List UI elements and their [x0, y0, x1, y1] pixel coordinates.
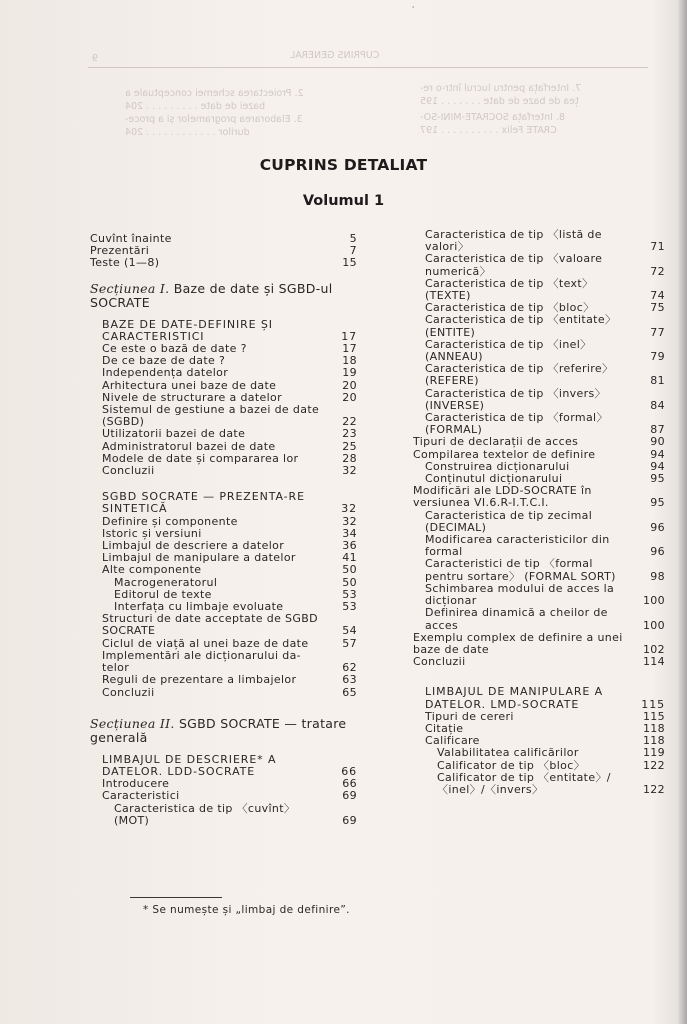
toc-page-number: 20 [342, 378, 357, 392]
toc-page-number: 94 [650, 447, 665, 461]
dot-leader [102, 698, 329, 699]
toc-entry[interactable] [413, 583, 665, 607]
toc-page-number: 15 [342, 256, 357, 270]
toc-entry-title [114, 589, 329, 601]
toc-entry-title [102, 355, 329, 367]
toc-entry-title [102, 465, 329, 477]
toc-left-column [90, 233, 357, 827]
toc-entry[interactable] [413, 485, 665, 509]
toc-entry-title [114, 601, 329, 613]
toc-page-number: 22 [342, 415, 357, 429]
toc-entry-text: Conținutul dicționarului [425, 473, 563, 486]
toc-entry[interactable] [413, 723, 665, 735]
section-title: SGBD SOCRATE — tratare generală [90, 715, 347, 746]
toc-entry[interactable] [90, 380, 357, 392]
chapter-page-number: 115 [641, 697, 665, 711]
toc-entry[interactable] [90, 516, 357, 528]
toc-entry-text: Independența datelor [102, 367, 229, 380]
toc-entry-text: Caracteristica de tip 〈inel〉 (ANNEAU) [425, 338, 592, 364]
toc-entry-text: Concluzii [102, 465, 155, 478]
chapter-title: BAZE DE DATE-DEFINIRE ȘI CARACTERISTICI [102, 318, 273, 343]
chapter-number [90, 491, 102, 503]
toc-entry[interactable] [90, 601, 357, 613]
toc-entry-text: Caracteristica de tip 〈text〉 (TEXTE) [425, 277, 594, 303]
toc-entry-title [425, 607, 637, 631]
toc-entry[interactable] [90, 245, 357, 257]
toc-entry-title [425, 534, 637, 558]
footnote: * Se numește și „limbaj de definire”. [143, 904, 350, 916]
toc-entry-title [102, 528, 329, 540]
toc-entry[interactable] [90, 428, 357, 440]
toc-entry-title [425, 723, 637, 735]
toc-entry-text: Calificator de tip 〈entitate〉/ 〈inel〉/〈invers〉 [437, 771, 611, 796]
toc-page-number: 53 [342, 600, 357, 614]
toc-entry-title [102, 552, 329, 564]
toc-entry[interactable] [90, 465, 357, 477]
toc-entry-text: Tipuri de declarații de acces [413, 436, 579, 449]
toc-entry-text: Sistemul de gestiune a bazei de date (SGBD) [102, 404, 320, 429]
page-title: CUPRINS DETALIAT [259, 156, 428, 174]
toc-entry-title [413, 485, 637, 509]
toc-page-number: 90 [650, 435, 665, 449]
toc-entry-text: Caracteristica de tip 〈entitate〉 (ENTITE) [425, 314, 617, 339]
toc-entry-text: Modificări ale LDD-SOCRATE în versiunea VI.6.R-I.T.C.I. [413, 485, 592, 510]
toc-entry-text: Ce este o bază de date ? [102, 343, 247, 356]
toc-entry[interactable] [413, 412, 665, 436]
toc-entry-title [102, 778, 329, 790]
dot-leader [102, 476, 329, 477]
toc-entry-title [413, 656, 637, 668]
toc-page-number: 79 [650, 350, 665, 364]
section-title: Baze de date și SGBD-ul SOCRATE [90, 280, 333, 311]
toc-entry-title [114, 577, 329, 589]
toc-entry-title [425, 339, 637, 363]
toc-entry-text: Caracteristica de tip 〈invers〉 (INVERSE) [425, 387, 606, 412]
dot-leader [413, 667, 637, 668]
toc-page-number: 96 [650, 545, 665, 559]
toc-page-number: 102 [642, 642, 665, 656]
toc-entry[interactable] [90, 589, 357, 601]
toc-entry-text: Cuvînt înainte [90, 233, 172, 245]
toc-page-number: 32 [342, 464, 357, 478]
toc-entry-title [425, 473, 637, 485]
toc-entry-text: Administratorul bazei de date [102, 440, 276, 453]
page-edge-shadow [679, 0, 687, 1024]
chapter-title: SGBD SOCRATE — PREZENTA-RE SINTETICĂ [102, 491, 305, 516]
toc-page-number: 62 [342, 661, 357, 675]
toc-page-number: 65 [342, 685, 357, 699]
toc-page-number: 54 [342, 624, 357, 638]
toc-entry[interactable] [90, 552, 357, 564]
toc-entry[interactable] [90, 564, 357, 576]
toc-entry-title [437, 772, 637, 796]
bleed-through-line: bazei de date . . . . . . . . . 204 [125, 101, 266, 112]
toc-page-number: 19 [342, 366, 357, 380]
toc-entry[interactable] [90, 453, 357, 465]
toc-entry-text: Implementări ale dicționarului da-telor [102, 649, 301, 675]
toc-entry-text: Definire și componente [102, 515, 238, 528]
toc-entry-text: Definirea dinamică a cheilor de acces [425, 607, 608, 632]
toc-page-number: 32 [342, 514, 357, 528]
chapter-block [90, 491, 357, 698]
toc-entry-text: Utilizatorii bazei de date [102, 428, 246, 441]
toc-entry[interactable] [90, 441, 357, 453]
toc-page-number: 66 [342, 777, 357, 791]
bleed-through-line: 7. Interfața pentru lucrul într-o re- [420, 83, 582, 94]
toc-page-number: 95 [650, 496, 665, 510]
toc-entry[interactable] [90, 392, 357, 404]
toc-entry[interactable] [413, 760, 665, 772]
toc-entry-text: Caracteristica de tip 〈formal〉 (FORMAL) [425, 412, 608, 437]
toc-entry[interactable] [413, 772, 665, 796]
toc-entry[interactable] [90, 687, 357, 699]
toc-entry-text: Arhitectura unei baze de date [102, 379, 277, 392]
toc-entry[interactable] [90, 343, 357, 355]
toc-entry[interactable] [90, 540, 357, 552]
toc-entry-title [437, 747, 637, 759]
toc-page-number: 122 [642, 758, 665, 772]
dot-leader [90, 269, 329, 270]
toc-entry-title [102, 343, 329, 355]
toc-entry-title [102, 564, 329, 576]
toc-entry-text: Alte componente [102, 564, 202, 577]
chapter-block [413, 686, 665, 796]
toc-page-number: 7 [349, 244, 357, 258]
toc-entry-text: Compilarea textelor de definire [413, 448, 596, 461]
toc-page-number: 118 [642, 734, 665, 748]
chapter-number [90, 754, 102, 766]
page-mark: ' [412, 5, 415, 14]
toc-page-number: 100 [642, 594, 665, 608]
toc-entry-title [102, 650, 329, 674]
toc-page-number: 84 [650, 398, 665, 412]
toc-entry-text: Editorul de texte [114, 588, 212, 601]
toc-entry-title [425, 583, 637, 607]
toc-entry-text: Caracteristici de tip 〈formal pentru sortare〉 (FORMAL SORT) [425, 558, 616, 583]
toc-entry-title [425, 302, 637, 314]
toc-entry[interactable] [413, 253, 665, 277]
toc-page-number: 118 [642, 721, 665, 735]
toc-page-number: 18 [342, 354, 357, 368]
toc-entry-title [102, 674, 329, 686]
toc-entry-text: Limbajul de descriere a datelor [102, 540, 285, 553]
toc-page-number: 74 [650, 289, 665, 303]
toc-page-number: 34 [342, 526, 357, 540]
toc-entry-text: De ce baze de date ? [102, 355, 226, 368]
toc-page-number: 71 [650, 240, 665, 254]
toc-page-number: 53 [342, 587, 357, 601]
toc-entry[interactable] [413, 436, 665, 448]
toc-right-column [413, 229, 665, 796]
toc-entry[interactable] [90, 367, 357, 379]
toc-entry-title [102, 404, 329, 428]
toc-entry[interactable] [90, 638, 357, 650]
toc-page-number: 25 [342, 439, 357, 453]
toc-entry-title [102, 428, 329, 440]
toc-entry-title [102, 441, 329, 453]
toc-entry[interactable] [90, 778, 357, 790]
toc-entry[interactable] [90, 577, 357, 589]
toc-entry-title [425, 253, 637, 277]
toc-page-number: 95 [650, 472, 665, 486]
toc-page-number: 41 [342, 551, 357, 565]
toc-entry-text: Caracteristica de tip 〈cuvînt〉 (MOT) [114, 802, 296, 827]
toc-entry-text: Modele de date și compararea lor [102, 452, 299, 465]
toc-entry[interactable] [413, 339, 665, 363]
toc-entry-text: Caracteristica de tip 〈listă de valori〉 [425, 229, 602, 254]
toc-entry-title [425, 510, 637, 534]
toc-entry-title [102, 367, 329, 379]
bleed-through-line: 2. Proiectarea schemei conceptuale a [125, 88, 304, 99]
chapter-title: LIMBAJUL DE DESCRIERE* A DATELOR. LDD-SOCRATE [102, 753, 277, 778]
bleed-through-line: CRATE Felix . . . . . . . . . . 197 [420, 125, 557, 136]
bleed-through-header: CUPRINS GENERAL [290, 50, 380, 61]
toc-entry-title [102, 638, 329, 650]
toc-entry-title [425, 363, 637, 387]
toc-entry[interactable] [413, 388, 665, 412]
toc-entry-text: Caracteristici [102, 790, 180, 803]
toc-entry-title [102, 790, 329, 802]
toc-entry[interactable] [413, 229, 665, 253]
section-label: Secțiunea I. [90, 280, 170, 296]
toc-entry-text: Concluzii [102, 686, 155, 699]
toc-entry[interactable] [413, 449, 665, 461]
toc-entry-title [425, 558, 637, 582]
toc-page-number: 69 [342, 813, 357, 827]
toc-page-number: 114 [642, 655, 665, 669]
volume-title: Volumul 1 [302, 193, 385, 209]
chapter-page-number: 66 [341, 764, 357, 778]
bleed-through-page-number: 9 [92, 53, 99, 64]
toc-page-number: 115 [642, 709, 665, 723]
toc-entry-text: Concluzii [413, 656, 466, 669]
toc-page-number: 36 [342, 539, 357, 553]
section-label: Secțiunea II. [90, 715, 175, 731]
toc-entry-text: Teste (1—8) [90, 257, 160, 270]
toc-entry[interactable] [90, 613, 357, 637]
toc-entry[interactable] [90, 404, 357, 428]
chapter-heading[interactable] [413, 686, 665, 710]
toc-entry-text: Caracteristica de tip zecimal (DECIMAL) [425, 509, 593, 534]
toc-entry-title [425, 388, 637, 412]
toc-page-number: 94 [650, 459, 665, 473]
toc-entry[interactable] [413, 278, 665, 302]
toc-page-number: 72 [650, 264, 665, 278]
toc-entry-text: Caracteristica de tip 〈referire〉 (REFERE) [425, 363, 614, 388]
toc-entry[interactable] [90, 233, 357, 245]
toc-page-number: 5 [349, 232, 357, 245]
toc-entry-title [90, 245, 329, 257]
chapter-number [90, 319, 102, 331]
toc-page-number: 77 [650, 325, 665, 339]
toc-entry-title [102, 516, 329, 528]
toc-entry-text: Interfața cu limbaje evoluate [114, 601, 284, 614]
toc-entry-title [413, 436, 637, 448]
toc-entry[interactable] [413, 314, 665, 338]
toc-entry-text: Nivele de structurare a datelor [102, 391, 283, 404]
toc-entry-text: Prezentări [90, 245, 150, 258]
toc-entry-text: Calificator de tip 〈bloc〉 [437, 759, 585, 772]
toc-entry-title [102, 687, 329, 699]
bleed-through-line: 3. Elaborarea programelor și a proce- [125, 114, 303, 125]
chapter-page-number: 32 [341, 502, 357, 516]
toc-entry-title [102, 392, 329, 404]
toc-entry[interactable] [90, 674, 357, 686]
toc-page-number: 122 [642, 782, 665, 796]
toc-page-number: 100 [642, 618, 665, 632]
toc-entry-title [425, 735, 637, 747]
toc-entry-text: Exemplu complex de definire a unei baze de date [413, 631, 623, 656]
toc-entry-title [90, 257, 329, 269]
toc-page-number: 23 [342, 427, 357, 441]
toc-entry-title [102, 540, 329, 552]
toc-entry[interactable] [90, 257, 357, 269]
toc-entry-text: Construirea dicționarului [425, 460, 570, 473]
chapter-title: LIMBAJUL DE MANIPULARE A DATELOR. LMD-SOCRATE [425, 686, 604, 711]
toc-entry-text: Limbajul de manipulare a datelor [102, 552, 296, 565]
toc-entry-title [114, 803, 329, 827]
toc-entry-title [425, 314, 637, 338]
toc-entry[interactable] [90, 355, 357, 367]
toc-page-number: 119 [642, 746, 665, 760]
toc-entry-text: Caracteristica de tip 〈bloc〉 [425, 302, 595, 315]
toc-entry-title [102, 613, 329, 637]
toc-entry-text: Calificare [425, 735, 480, 748]
chapter-number [413, 686, 425, 698]
toc-page-number: 98 [650, 569, 665, 583]
toc-entry-title [437, 760, 637, 772]
toc-page-number: 69 [342, 789, 357, 803]
toc-page-number: 81 [650, 374, 665, 388]
toc-page-number: 20 [342, 390, 357, 404]
toc-entry[interactable] [413, 473, 665, 485]
toc-page-number: 28 [342, 451, 357, 465]
toc-entry[interactable] [90, 803, 357, 827]
toc-page-number: 87 [650, 423, 665, 437]
bleed-through-line: țea de baze de date . . . . . . . 195 [420, 96, 579, 107]
toc-entry[interactable] [413, 534, 665, 558]
section-heading [90, 282, 357, 311]
toc-page-number: 96 [650, 520, 665, 534]
toc-entry-title [425, 412, 637, 436]
dot-leader [437, 795, 637, 796]
toc-page-number: 50 [342, 575, 357, 589]
toc-entry[interactable] [413, 302, 665, 314]
chapter-page-number: 17 [341, 329, 357, 343]
toc-entry-text: Valabilitatea calificărilor [437, 747, 579, 760]
toc-entry-title [425, 711, 637, 723]
chapter-heading[interactable] [90, 491, 357, 515]
chapter-block [90, 754, 357, 827]
toc-entry-title [90, 233, 329, 245]
toc-entry-text: Reguli de prezentare a limbajelor [102, 674, 297, 687]
toc-entry-text: Structuri de date acceptate de SGBD SOCRATE [102, 613, 318, 638]
toc-entry[interactable] [413, 711, 665, 723]
toc-entry-text: Introducere [102, 778, 170, 791]
toc-entry[interactable] [90, 528, 357, 540]
toc-entry[interactable] [413, 632, 665, 656]
toc-entry[interactable] [413, 510, 665, 534]
toc-entry-title [425, 278, 637, 302]
toc-page-number: 75 [650, 301, 665, 315]
toc-entry[interactable] [413, 363, 665, 387]
section-heading [90, 717, 357, 746]
toc-entry-text: Istoric și versiuni [102, 527, 202, 540]
toc-entry-text: Macrogeneratorul [114, 576, 218, 589]
toc-entry-title [102, 453, 329, 465]
toc-page-number: 17 [342, 342, 357, 356]
toc-entry-title [102, 380, 329, 392]
toc-entry-title [425, 229, 637, 253]
toc-page-number: 50 [342, 563, 357, 577]
bleed-through-line: 8. Interfața SOCRATE-MINI-SO- [420, 112, 566, 123]
toc-entry[interactable] [413, 656, 665, 668]
toc-entry[interactable] [90, 650, 357, 674]
toc-entry-title [413, 632, 637, 656]
chapter-block [90, 319, 357, 478]
toc-entry-title [413, 449, 637, 461]
toc-entry-text: Citație [425, 722, 464, 735]
toc-entry-text: Ciclul de viață al unei baze de date [102, 637, 309, 650]
bleed-through-line: durilor . . . . . . . . . . . . 204 [125, 127, 250, 138]
chapter-heading[interactable] [90, 754, 357, 778]
toc-entry[interactable] [413, 747, 665, 759]
toc-entry-text: Modificarea caracteristicilor din formal [425, 534, 610, 559]
toc-page-number: 63 [342, 673, 357, 687]
toc-page-number: 57 [342, 636, 357, 650]
toc-entry[interactable] [413, 735, 665, 747]
toc-entry[interactable] [413, 558, 665, 582]
toc-entry[interactable] [413, 607, 665, 631]
dot-leader [114, 826, 329, 827]
toc-entry-text: Caracteristica de tip 〈valoare numerică〉 [425, 253, 603, 278]
bleed-through-rule [88, 67, 648, 68]
toc-entry-text: Tipuri de cereri [425, 710, 514, 723]
toc-entry[interactable] [413, 461, 665, 473]
toc-entry-text: Schimbarea modului de acces la dicționar [425, 582, 615, 608]
footnote-rule [130, 897, 222, 898]
toc-entry-title [425, 461, 637, 473]
toc-entry[interactable] [90, 790, 357, 802]
chapter-heading[interactable] [90, 319, 357, 343]
